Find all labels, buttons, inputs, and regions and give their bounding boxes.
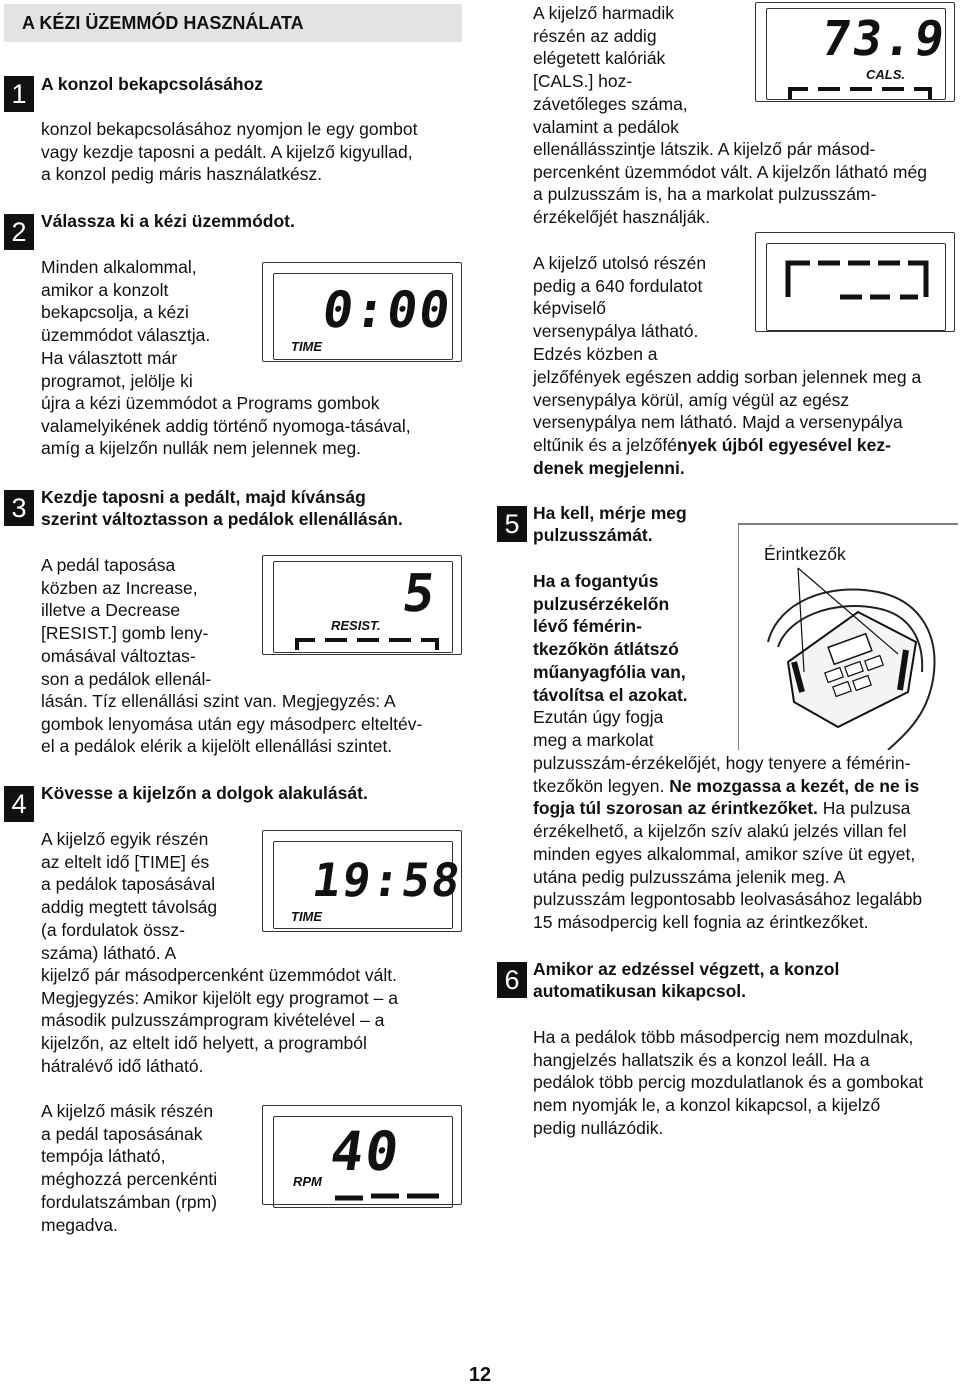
step-5-text-a: Ezután úgy fogja meg a markolat [533, 707, 664, 750]
console-display-track [755, 232, 955, 332]
step-4-text-b: kijelző pár másodpercenként üzemmódot vált. Megjegyzés: Amikor kijelölt egy programot – a második pulzusszámprogram kivételével – a kijelzőn, az eltelt idő helyett, a programból hátralévő idő látható. [41, 965, 398, 1076]
step-5-text-b-regular-2: Ha pulzusa érzékelhető, a kijelzőn szív alakú jelzés villan fel minden egyes alkalommal, amikor szíve üt egyet, utána pedig pulzusszáma jelenik meg. A pulzusszám legpontosabb leolvasásához legalább 15 másodpercig kell fognia az érintkezőket. [533, 798, 923, 932]
track-text-a: A kijelző utolsó részén pedig a 640 fordulatot képviselő versenypálya látható. Edzés közben a [533, 253, 707, 364]
step-1-heading: A konzol bekapcsolásához [41, 74, 264, 94]
track-segments-icon [293, 636, 443, 652]
step-number-6: 6 [497, 962, 527, 998]
display-time-zero-value: 0:00 [318, 281, 456, 339]
cals-text-b: ellenállásszintje látszik. A kijelző pár másod- percenként üzemmódot vált. A kijelzőn látható még a pulzusszám is, ha a markolat pulzusszám- érzékelőjét használják. [533, 139, 927, 228]
step-3-text-b: lásán. Tíz ellenállási szint van. Megjegyzés: A gombok lenyomása után egy másodperc elteltév- el a pedálok elérik a kijelölt ellenállási szintet. [41, 691, 423, 757]
step-number-5: 5 [497, 506, 527, 542]
console-display-time-zero [262, 262, 462, 362]
display-resist-label: RESIST. [331, 618, 381, 633]
step-5-text-b [533, 752, 953, 934]
display-cals-label: CALS. [866, 67, 905, 82]
track-text-b-regular: jelzőfények egészen addig sorban jelennek meg a versenypálya körül, amíg végül az egész versenypálya nem látható. Majd a versenypálya eltűnik és a jelzőfé [533, 367, 922, 456]
step-6-heading: Amikor az edzéssel végzett, a konzol automatikusan kikapcsol. [533, 959, 840, 1001]
step-5-bold-text: Ha a fogantyús pulzusérzékelőn lévő fémérin- tkezőkön átlátszó műanyagfólia van, távolítsa el azokat. [533, 571, 688, 705]
track-oval-segments-icon [782, 257, 932, 307]
cals-track-segments-icon [786, 85, 936, 101]
step-3-heading: Kezdje taposni a pedált, majd kívánság szerint változtasson a pedálok ellenállásán. [41, 487, 403, 529]
rpm-segments-icon [333, 1192, 443, 1202]
step-number-1: 1 [4, 76, 34, 112]
step-number-2: 2 [4, 214, 34, 250]
display-time-elapsed-label: TIME [291, 909, 323, 924]
step-5-text-b-regular-1: pulzusszám-érzékelőjét, hogy tenyere a fémérin- tkezőkön legyen. [533, 753, 911, 796]
cals-text-a: A kijelző harmadik részén az addig elégetett kalóriák [CALS.] hoz- závetőleges száma, valamint a pedálok [533, 3, 688, 137]
console-display-resist [262, 555, 462, 655]
display-rpm-label: RPM [293, 1174, 322, 1189]
track-text-b [533, 366, 953, 480]
step-4-heading: Kövesse a kijelzőn a dolgok alakulását. [41, 783, 368, 803]
step-number-4: 4 [4, 786, 34, 822]
page-number: 12 [468, 1364, 492, 1386]
console-display-rpm [262, 1105, 462, 1205]
track-text-b-bold: nyek újból egyesével kez- denek megjelenni. [533, 435, 891, 478]
display-resist-value: 5 [398, 564, 441, 624]
step-2-text-a: Minden alkalommal, amikor a konzolt bekapcsolja, a kézi üzemmódot választja. Ha választott már programot, jelölje ki [41, 257, 211, 391]
console-display-time-elapsed [262, 830, 466, 932]
console-illustration [738, 522, 958, 750]
step-2-heading: Válassza ki a kézi üzemmódot. [41, 211, 295, 231]
step-5-text-b-bold: Ne mozgassa a kezét, de ne is fogja túl szorosan az érintkezőket. [533, 775, 920, 819]
step-1-text: konzol bekapcsolásához nyomjon le egy gombot vagy kezdje taposni a pedált. A kijelző kigyullad, a konzol pedig máris használatkész. [41, 119, 418, 185]
console-display-cals [755, 2, 955, 102]
display-time-elapsed-value: 19:58 [309, 853, 466, 907]
section-title: A KÉZI ÜZEMMÓD HASZNÁLATA [4, 4, 462, 42]
display-rpm-value: 40 [326, 1120, 405, 1183]
step-4-text-a: A kijelző egyik részén az eltelt idő [TIME] és a pedálok taposásával addig megtett távolság (a fordulatok össz- száma) látható. A [41, 829, 218, 963]
step-2-text-b: újra a kézi üzemmódot a Programs gombok valamelyikének addig történő nyomoga-tásával, amíg a kijelzőn nullák nem jelennek meg. [41, 393, 411, 459]
display-cals-value: 73.9 [818, 11, 950, 67]
step-number-3: 3 [4, 490, 34, 526]
step-5-heading: Ha kell, mérje meg pulzusszámát. [533, 503, 687, 545]
step-3-text-a: A pedál taposása közben az Increase, illetve a Decrease [RESIST.] gomb leny- omásával változtas- son a pedálok ellenál- [41, 555, 212, 689]
display-time-zero-label: TIME [291, 339, 323, 354]
contacts-callout-label: Érintkezők [764, 544, 846, 564]
step-6-text: Ha a pedálok több másodpercig nem mozdulnak, hangjelzés hallatszik és a konzol leáll. Ha a pedálok több percig mozdulatlanok és a gombokat nem nyomják le, a konzol kikapcsol, a kijelző pedig nullázódik. [533, 1027, 924, 1138]
step-4-text-c: A kijelző másik részén a pedál taposásának tempója látható, méghozzá percenkénti fordulatszámban (rpm) megadva. [41, 1101, 218, 1235]
